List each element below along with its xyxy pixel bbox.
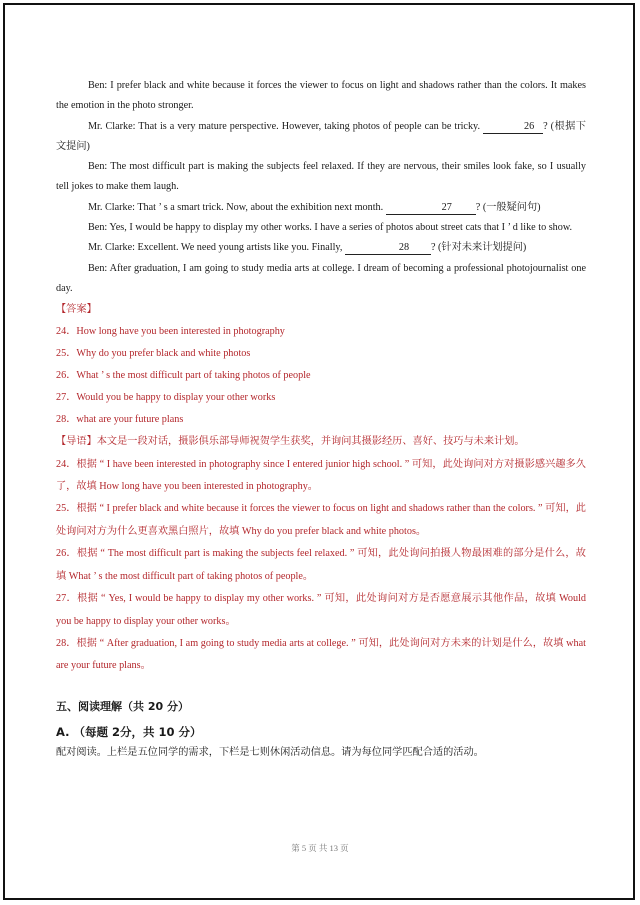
answer-item: 24．How long have you been interested in photography xyxy=(56,326,285,338)
dialogue-line: Mr. Clarke: Excellent. We need young artists like you. Finally, 28 ? (针对未来计划提问) xyxy=(88,242,527,254)
dialogue-line: Ben: The most difficult part is making the subjects feel relaxed. If they are nervous, their smiles look fake, so I usually tell jokes to make them laugh. xyxy=(56,161,586,193)
explanation-item: 25．根据 “ I prefer black and white because it forces the viewer to focus on light and shadows rather than the colors. ” 可知，此处询问对方为什么更喜欢黑白照片，故填 Why do you prefer black and white photos。 xyxy=(56,503,586,537)
answer-heading: 【答案】 xyxy=(56,304,97,316)
section-subtitle: A. （每题 2分，共 10 分） xyxy=(56,724,202,739)
blank-27: 27 xyxy=(386,202,476,215)
explanation-item: 28．根据 “ After graduation, I am going to study media arts at college. ” 可知，此处询问对方未来的计划是什么，故填 what are your future plans。 xyxy=(56,637,586,672)
blank-26: 26 xyxy=(483,121,543,134)
page-number: 第 5 页 共 13 页 xyxy=(291,843,349,853)
explanation-item: 26．根据 “ The most difficult part is making the subjects feel relaxed. ” 可知，此处询问拍摄人物最困难的部分是什么，故填 What ’ s the most difficult part of taking photos of people。 xyxy=(56,548,586,582)
dialogue-line: Ben: After graduation, I am going to study media arts at college. I dream of becoming a professional photojournalist one day. xyxy=(56,262,586,294)
dialogue-line: Ben: Yes, I would be happy to display my other works. I have a series of photos about street cats that I ’ d like to show. xyxy=(88,222,573,234)
section-title: 五、阅读理解（共 20 分） xyxy=(56,699,189,713)
dialogue-line: Mr. Clarke: That ’ s a smart trick. Now, about the exhibition next month. 27 ? (一般疑问句) xyxy=(88,201,541,213)
section-instruction: 配对阅读。上栏是五位同学的需求，下栏是七则休闲活动信息。请为每位同学匹配合适的活动。 xyxy=(56,746,484,758)
answer-item: 26．What ’ s the most difficult part of taking photos of people xyxy=(56,370,311,382)
blank-28: 28 xyxy=(345,242,431,255)
explanation-item: 24．根据 “ I have been interested in photography since I entered junior high school. ” 可知，此处询问对方对摄影感兴趣多久了，故填 How long have you been interested in photography。 xyxy=(56,458,586,493)
answer-item: 25．Why do you prefer black and white photos xyxy=(56,348,251,360)
dialogue-line: Ben: I prefer black and white because it forces the viewer to focus on light and shadows rather than the colors. It makes the emotion in the photo stronger. xyxy=(56,80,586,112)
explanation-item: 27．根据 “ Yes, I would be happy to display my other works. ” 可知，此处询问对方是否愿意展示其他作品，故填 Would you be happy to display your other works。 xyxy=(56,593,586,627)
dialogue-line: Mr. Clarke: That is a very mature perspective. However, taking photos of people can be tricky. 26 ? (根据下文提问) xyxy=(56,120,586,152)
document-body xyxy=(56,76,586,763)
answer-item: 28．what are your future plans xyxy=(56,414,184,426)
explanation-guide: 【导语】本文是一段对话，摄影俱乐部导师祝贺学生获奖，并询问其摄影经历、喜好、技巧与未来计划。 xyxy=(56,436,525,448)
answer-item: 27．Would you be happy to display your other works xyxy=(56,392,276,404)
